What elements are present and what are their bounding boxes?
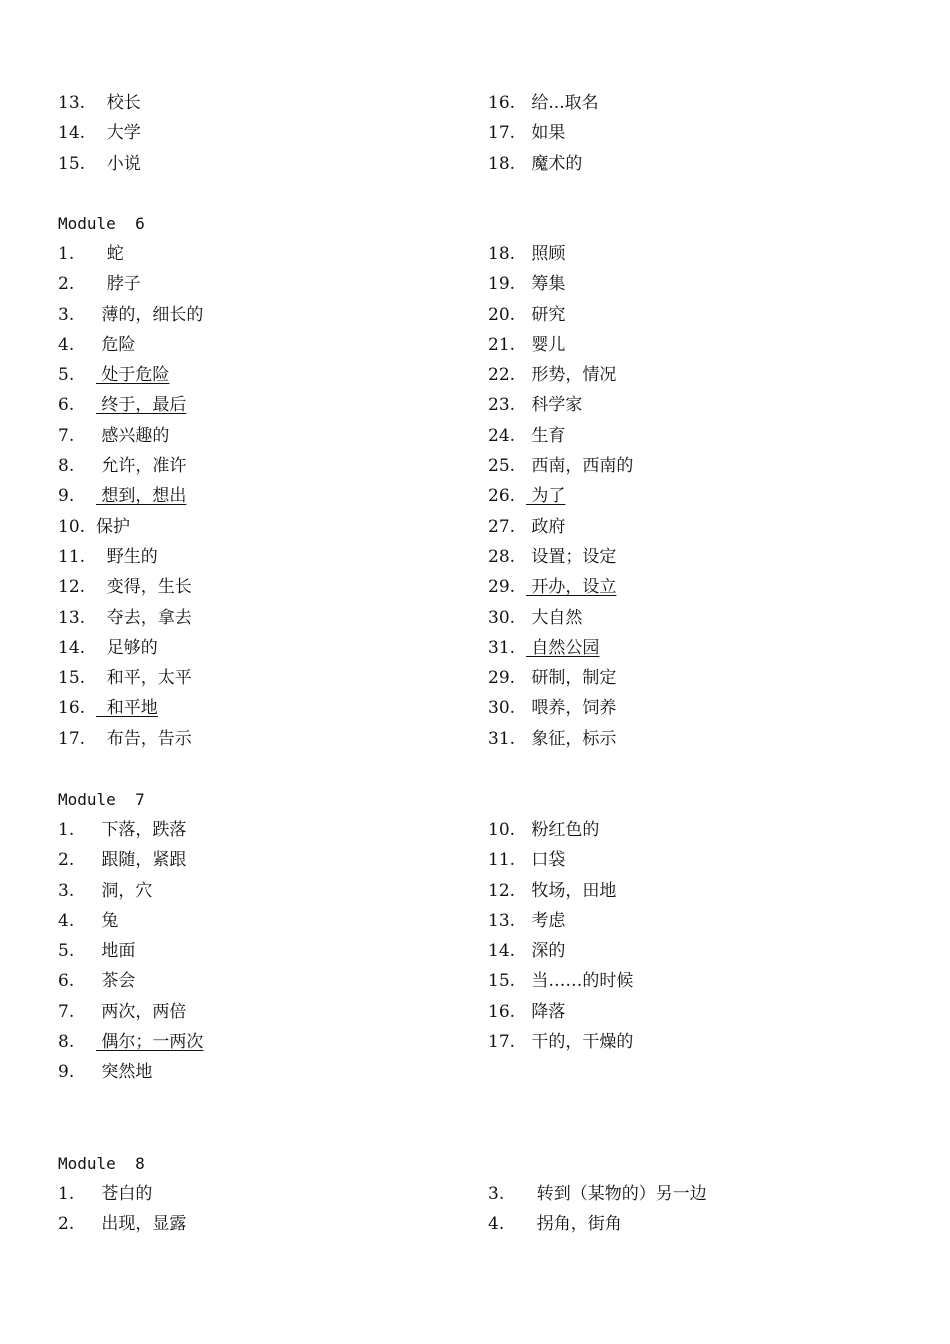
item-number: 21.	[488, 334, 516, 355]
vocab-item-right	[488, 906, 918, 936]
item-number: 14.	[58, 123, 86, 144]
vocab-item-left	[58, 876, 488, 906]
vocab-item-right	[488, 997, 918, 1027]
item-meaning: 保护	[96, 516, 130, 537]
item-meaning: 脖子	[96, 274, 141, 295]
vocab-item-right	[488, 633, 918, 663]
item-meaning: 茶会	[96, 971, 136, 992]
item-number: 16.	[488, 1001, 516, 1022]
vocab-item-right	[488, 118, 918, 148]
vocab-item-left	[58, 421, 488, 451]
item-number: 2.	[58, 274, 75, 295]
item-meaning: 牧场，田地	[526, 880, 617, 901]
vocab-row	[58, 693, 918, 723]
item-meaning: 出现，显露	[96, 1214, 187, 1235]
item-number: 13.	[58, 93, 86, 113]
vocab-item-left	[58, 118, 488, 148]
vocab-item-left	[58, 481, 488, 511]
item-number: 29.	[488, 668, 516, 689]
module-section	[58, 88, 918, 179]
item-number: 11.	[488, 850, 516, 871]
vocab-item-left	[58, 936, 488, 966]
vocab-item-right	[488, 88, 918, 118]
vocab-row	[58, 300, 918, 330]
module-section	[58, 209, 918, 754]
module-heading: Module 7	[58, 790, 145, 809]
item-meaning: 如果	[526, 123, 566, 144]
vocab-row	[58, 603, 918, 633]
item-number: 4.	[58, 910, 75, 931]
vocab-item-right	[488, 724, 918, 754]
item-number: 17.	[488, 1032, 516, 1053]
item-number: 30.	[488, 607, 516, 628]
vocab-row	[58, 239, 918, 269]
vocab-row	[58, 1209, 918, 1239]
vocab-item-right	[488, 269, 918, 299]
item-meaning: 允许，准许	[96, 456, 187, 477]
vocab-item-right	[488, 149, 918, 179]
item-number: 12.	[58, 577, 86, 598]
vocab-item-left	[58, 1209, 488, 1239]
item-meaning: 拐角，街角	[526, 1214, 622, 1235]
item-number: 3.	[58, 304, 75, 325]
vocab-item-left	[58, 572, 488, 602]
vocab-item-right	[488, 330, 918, 360]
item-number: 5.	[58, 365, 75, 386]
vocab-item-right	[488, 239, 918, 269]
vocab-row	[58, 815, 918, 845]
vocab-item-right	[488, 1179, 918, 1209]
vocab-item-left	[58, 360, 488, 390]
item-number: 16.	[488, 93, 516, 113]
vocab-item-left	[58, 1179, 488, 1209]
item-number: 15.	[58, 668, 86, 689]
module-section	[58, 1149, 918, 1240]
item-number: 14.	[488, 941, 516, 962]
item-number: 15.	[58, 153, 86, 174]
item-meaning: 和平地	[96, 698, 158, 719]
vocab-row	[58, 330, 918, 360]
item-meaning: 野生的	[96, 546, 158, 567]
vocab-row	[58, 1179, 918, 1209]
item-number: 15.	[488, 971, 516, 992]
vocab-row	[58, 421, 918, 451]
vocab-item-left	[58, 845, 488, 875]
vocab-item-right	[488, 1057, 918, 1087]
item-number: 7.	[58, 425, 75, 446]
item-meaning: 跟随，紧跟	[96, 850, 187, 871]
item-meaning: 校长	[96, 93, 141, 113]
item-meaning: 研制，制定	[526, 668, 617, 689]
vocab-row	[58, 1027, 918, 1057]
item-number: 25.	[488, 456, 516, 477]
vocab-item-right	[488, 845, 918, 875]
item-meaning: 象征，标示	[526, 728, 617, 749]
item-number: 30.	[488, 698, 516, 719]
item-number: 8.	[58, 1032, 75, 1053]
item-meaning: 形势，情况	[526, 365, 617, 386]
vocab-row	[58, 360, 918, 390]
item-meaning: 考虑	[526, 910, 566, 931]
item-meaning: 地面	[96, 941, 136, 962]
vocab-item-left	[58, 300, 488, 330]
vocab-item-right	[488, 421, 918, 451]
vocab-item-left	[58, 542, 488, 572]
vocab-row	[58, 118, 918, 148]
vocab-item-left	[58, 149, 488, 179]
item-meaning: 为了	[526, 486, 566, 507]
vocab-item-left	[58, 633, 488, 663]
vocab-item-left	[58, 693, 488, 723]
module-heading: Module 8	[58, 1154, 145, 1173]
vocab-item-right	[488, 966, 918, 996]
item-meaning: 两次，两倍	[96, 1001, 187, 1022]
item-meaning: 开办，设立	[526, 577, 617, 598]
item-number: 3.	[488, 1184, 505, 1204]
vocab-item-left	[58, 997, 488, 1027]
item-number: 1.	[58, 820, 75, 840]
item-number: 7.	[58, 1001, 75, 1022]
vocab-row	[58, 1057, 918, 1087]
item-number: 23.	[488, 395, 516, 416]
item-meaning: 危险	[96, 334, 136, 355]
item-meaning: 给...取名	[526, 93, 599, 113]
vocab-item-right	[488, 360, 918, 390]
vocab-item-right	[488, 815, 918, 845]
vocab-row	[58, 633, 918, 663]
module-section	[58, 785, 918, 1088]
vocab-item-right	[488, 1027, 918, 1057]
item-meaning: 粉红色的	[526, 820, 600, 840]
vocab-row	[58, 845, 918, 875]
item-number: 2.	[58, 850, 75, 871]
item-meaning: 口袋	[526, 850, 566, 871]
vocab-row	[58, 906, 918, 936]
item-number: 6.	[58, 395, 75, 416]
vocab-row	[58, 149, 918, 179]
item-meaning: 喂养，饲养	[526, 698, 617, 719]
item-meaning: 下落，跌落	[96, 820, 187, 840]
vocab-item-left	[58, 512, 488, 542]
vocab-item-left	[58, 269, 488, 299]
item-meaning: 布告，告示	[96, 728, 192, 749]
item-number: 19.	[488, 274, 516, 295]
item-number: 10.	[488, 820, 516, 840]
vocab-row	[58, 663, 918, 693]
vocab-row	[58, 512, 918, 542]
item-meaning: 干的，干燥的	[526, 1032, 634, 1053]
item-number: 5.	[58, 941, 75, 962]
vocab-item-right	[488, 876, 918, 906]
vocab-item-right	[488, 300, 918, 330]
item-meaning: 变得，生长	[96, 577, 192, 598]
vocab-item-right	[488, 603, 918, 633]
vocab-item-left	[58, 815, 488, 845]
item-meaning: 魔术的	[526, 153, 583, 174]
item-number: 1.	[58, 1184, 75, 1204]
item-number: 10.	[58, 516, 86, 537]
vocab-item-left	[58, 724, 488, 754]
item-number: 3.	[58, 880, 75, 901]
item-number: 18.	[488, 153, 516, 174]
item-number: 13.	[58, 607, 86, 628]
vocab-item-right	[488, 663, 918, 693]
vocab-item-left	[58, 239, 488, 269]
vocab-row	[58, 481, 918, 511]
item-number: 24.	[488, 425, 516, 446]
item-number: 17.	[58, 728, 86, 749]
item-number: 31.	[488, 728, 516, 749]
item-number: 4.	[58, 334, 75, 355]
item-number: 20.	[488, 304, 516, 325]
vocab-item-left	[58, 330, 488, 360]
vocab-item-right	[488, 572, 918, 602]
item-number: 28.	[488, 546, 516, 567]
item-meaning: 处于危险	[96, 365, 170, 386]
vocab-item-right	[488, 390, 918, 420]
item-meaning: 终于，最后	[96, 395, 187, 416]
vocab-item-right	[488, 936, 918, 966]
item-number: 11.	[58, 546, 86, 567]
item-meaning: 小说	[96, 153, 141, 174]
item-meaning: 大学	[96, 123, 141, 144]
item-meaning: 洞，穴	[96, 880, 153, 901]
vocab-row	[58, 88, 918, 118]
vocab-item-right	[488, 451, 918, 481]
item-meaning: 薄的，细长的	[96, 304, 204, 325]
vocab-row	[58, 269, 918, 299]
item-meaning: 筹集	[526, 274, 566, 295]
item-number: 16.	[58, 698, 86, 719]
vocab-row	[58, 936, 918, 966]
vocab-item-left	[58, 88, 488, 118]
vocab-item-left	[58, 603, 488, 633]
item-number: 8.	[58, 456, 75, 477]
item-meaning: 生育	[526, 425, 566, 446]
item-number: 9.	[58, 486, 75, 507]
item-meaning: 深的	[526, 941, 566, 962]
vocab-row	[58, 390, 918, 420]
item-number: 17.	[488, 123, 516, 144]
item-meaning: 西南，西南的	[526, 456, 634, 477]
vocab-row	[58, 572, 918, 602]
vocab-item-right	[488, 693, 918, 723]
item-number: 12.	[488, 880, 516, 901]
item-meaning: 自然公园	[526, 637, 600, 658]
item-number: 14.	[58, 637, 86, 658]
vocab-row	[58, 966, 918, 996]
item-meaning: 感兴趣的	[96, 425, 170, 446]
vocab-row	[58, 451, 918, 481]
vocab-item-left	[58, 1027, 488, 1057]
item-meaning: 当……的时候	[526, 971, 634, 992]
item-number: 6.	[58, 971, 75, 992]
item-number: 18.	[488, 244, 516, 264]
vocab-item-left	[58, 451, 488, 481]
item-number: 4.	[488, 1214, 505, 1235]
item-meaning: 苍白的	[96, 1184, 153, 1204]
item-meaning: 设置；设定	[526, 546, 617, 567]
item-meaning: 大自然	[526, 607, 583, 628]
vocab-row	[58, 724, 918, 754]
item-meaning: 转到（某物的）另一边	[526, 1184, 707, 1204]
vocab-row	[58, 876, 918, 906]
vocab-row	[58, 997, 918, 1027]
item-meaning: 兔	[96, 910, 119, 931]
item-meaning: 政府	[526, 516, 566, 537]
vocab-item-left	[58, 1057, 488, 1087]
vocab-item-left	[58, 663, 488, 693]
item-meaning: 夺去，拿去	[96, 607, 192, 628]
item-meaning: 照顾	[526, 244, 566, 264]
item-meaning: 突然地	[96, 1062, 153, 1083]
item-number: 13.	[488, 910, 516, 931]
item-number: 26.	[488, 486, 516, 507]
item-number: 2.	[58, 1214, 75, 1235]
item-meaning: 想到，想出	[96, 486, 187, 507]
vocab-item-left	[58, 966, 488, 996]
module-heading: Module 6	[58, 214, 145, 233]
item-number: 9.	[58, 1062, 75, 1083]
item-meaning: 蛇	[96, 244, 124, 264]
item-meaning: 降落	[526, 1001, 566, 1022]
item-meaning: 科学家	[526, 395, 583, 416]
item-number: 27.	[488, 516, 516, 537]
vocab-item-right	[488, 481, 918, 511]
item-meaning: 偶尔；一两次	[96, 1032, 204, 1053]
item-number: 22.	[488, 365, 516, 386]
item-number: 31.	[488, 637, 516, 658]
vocab-item-left	[58, 390, 488, 420]
vocab-item-right	[488, 1209, 918, 1239]
vocab-item-right	[488, 542, 918, 572]
vocab-item-right	[488, 512, 918, 542]
item-meaning: 婴儿	[526, 334, 566, 355]
item-meaning: 研究	[526, 304, 566, 325]
vocab-item-left	[58, 906, 488, 936]
item-meaning: 足够的	[96, 637, 158, 658]
item-number: 29.	[488, 577, 516, 598]
item-meaning: 和平，太平	[96, 668, 192, 689]
vocab-row	[58, 542, 918, 572]
item-number: 1.	[58, 244, 75, 264]
